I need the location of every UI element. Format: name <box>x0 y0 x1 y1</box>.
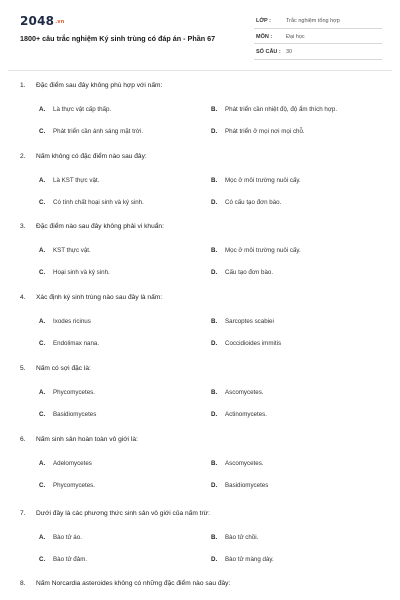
option-letter: B. <box>211 106 218 113</box>
question-text <box>20 153 147 160</box>
option-letter: C. <box>39 199 46 206</box>
option-letter: C. <box>39 556 46 563</box>
option-text: Ascomycetes. <box>225 389 264 396</box>
question-number: 4. <box>20 294 26 301</box>
option-letter: B. <box>211 318 218 325</box>
option-letter: D. <box>211 482 218 489</box>
option-text: KST thực vật. <box>53 247 91 254</box>
option-letter: A. <box>39 247 46 254</box>
option-text: Coccidioides immitis <box>225 340 282 347</box>
option-text: Phycomycetes. <box>53 389 95 396</box>
question-stem: Đặc điểm nào sau đây không phải vi khuẩn: <box>36 223 164 230</box>
question-text <box>20 510 210 517</box>
question-2 <box>0 153 400 223</box>
option-text: Phycomycetes. <box>53 482 95 489</box>
option-text: Phát triển cần nhiệt độ, độ ẩm thích hợp. <box>225 106 338 113</box>
option-letter: B. <box>211 247 218 254</box>
option-letter: B. <box>211 534 218 541</box>
question-stem: Nấm Norcardia asteroides không có những đặc điểm nào sau đây: <box>36 580 231 587</box>
site-logo[interactable] <box>20 14 65 28</box>
option-text: Bào tử chồi. <box>225 534 259 541</box>
option-d[interactable] <box>211 411 267 418</box>
question-number: 8. <box>20 580 26 587</box>
meta-row-subject <box>254 29 382 45</box>
option-b[interactable] <box>211 389 264 396</box>
option-letter: D. <box>211 340 218 347</box>
option-text: Adelomycetes <box>53 460 92 467</box>
option-text: Actinomycetes. <box>225 411 267 418</box>
option-letter: D. <box>211 269 218 276</box>
question-number: 2. <box>20 153 26 160</box>
option-b[interactable] <box>211 106 337 113</box>
option-text: Bào tử đảm. <box>53 556 88 563</box>
option-letter: A. <box>39 389 46 396</box>
document-header <box>0 0 400 64</box>
option-letter: C. <box>39 482 46 489</box>
option-d[interactable] <box>211 556 274 563</box>
question-text <box>20 365 91 372</box>
logo-main: 2048 <box>20 14 55 28</box>
header-divider <box>8 70 392 71</box>
question-text <box>20 223 164 230</box>
question-number: 1. <box>20 82 26 89</box>
option-letter: C. <box>39 269 46 276</box>
option-text: Ascomycetes. <box>225 460 264 467</box>
meta-row-question-count <box>254 44 382 60</box>
option-text: Có cấu tạo đơn bào. <box>225 199 282 206</box>
question-stem: Nấm không có đặc điểm nào sau đây: <box>36 153 147 160</box>
option-a[interactable] <box>39 177 99 184</box>
option-b[interactable] <box>211 177 301 184</box>
logo-suffix: .vn <box>55 18 65 25</box>
option-text: Basidiomycetes <box>225 482 269 489</box>
question-stem: Dưới đây là các phương thức sinh sản vô giới của nấm trừ: <box>36 510 210 517</box>
question-3 <box>0 223 400 293</box>
option-a[interactable] <box>39 106 111 113</box>
question-8 <box>0 580 400 594</box>
option-letter: A. <box>39 106 46 113</box>
option-letter: B. <box>211 177 218 184</box>
meta-info-panel <box>254 13 382 60</box>
question-stem: Xác định ký sinh trùng nào sau đây là nấm: <box>36 294 163 301</box>
option-letter: C. <box>39 411 46 418</box>
question-stem: Đặc điểm sau đây không phù hợp với nấm: <box>36 82 163 89</box>
option-text: Sarcoptes scabiei <box>225 318 274 325</box>
option-text: Là thực vật cấp thấp. <box>53 106 112 113</box>
option-b[interactable] <box>211 534 258 541</box>
option-d[interactable] <box>211 340 281 347</box>
meta-value: Trắc nghiệm tổng hợp <box>286 18 340 24</box>
option-d[interactable] <box>211 482 268 489</box>
question-4 <box>0 294 400 364</box>
option-d[interactable] <box>211 199 281 206</box>
option-letter: C. <box>39 128 46 135</box>
option-b[interactable] <box>211 460 264 467</box>
option-c[interactable] <box>39 556 87 563</box>
question-stem: Nấm sinh sản hoàn toàn vô giới là: <box>36 436 138 443</box>
option-text: Cấu tạo đơn bào. <box>225 269 274 276</box>
option-letter: C. <box>39 340 46 347</box>
question-number: 7. <box>20 510 26 517</box>
option-letter: D. <box>211 199 218 206</box>
option-d[interactable] <box>211 128 305 135</box>
option-text: Phát triển ở mọi nơi mọi chỗ. <box>225 128 305 135</box>
option-text: Basidiomycetes <box>53 411 97 418</box>
option-text: Bào tử màng dày. <box>225 556 274 563</box>
question-text <box>20 580 230 587</box>
option-a[interactable] <box>39 247 91 254</box>
option-letter: B. <box>211 460 218 467</box>
option-text: Mọc ở môi trường nuôi cấy. <box>225 177 301 184</box>
option-letter: B. <box>211 389 218 396</box>
meta-row-class <box>254 13 382 29</box>
option-letter: A. <box>39 177 46 184</box>
question-number: 3. <box>20 223 26 230</box>
option-letter: D. <box>211 128 218 135</box>
question-number: 5. <box>20 365 26 372</box>
question-text <box>20 82 162 89</box>
option-a[interactable] <box>39 534 82 541</box>
option-letter: A. <box>39 460 46 467</box>
question-text <box>20 294 162 301</box>
option-b[interactable] <box>211 247 301 254</box>
option-c[interactable] <box>39 340 99 347</box>
meta-label: LỚP : <box>256 18 271 24</box>
option-c[interactable] <box>39 411 96 418</box>
option-letter: A. <box>39 534 46 541</box>
option-text: Bào tử áo. <box>53 534 82 541</box>
option-text: Có tính chất hoại sinh và ký sinh. <box>53 199 144 206</box>
option-b[interactable] <box>211 318 274 325</box>
option-text: Mọc ở môi trường nuôi cấy. <box>225 247 301 254</box>
option-a[interactable] <box>39 318 91 325</box>
document-title: 1800+ câu trắc nghiệm Ký sinh trùng có đáp án - Phần 67 <box>20 34 216 43</box>
meta-value: 30 <box>286 49 293 55</box>
question-text <box>20 436 138 443</box>
question-stem: Nấm có sợi đặc là: <box>36 365 91 372</box>
option-a[interactable] <box>39 460 92 467</box>
option-c[interactable] <box>39 199 144 206</box>
option-letter: A. <box>39 318 46 325</box>
meta-label: MÔN : <box>256 33 273 40</box>
option-d[interactable] <box>211 269 273 276</box>
option-text: Ixodes ricinus <box>53 318 91 325</box>
meta-value: Đại học <box>286 33 305 40</box>
meta-label: SỐ CÂU : <box>256 49 281 55</box>
question-5 <box>0 365 400 435</box>
option-text: Phát triển cần ánh sáng mặt trời. <box>53 128 144 135</box>
option-c[interactable] <box>39 128 143 135</box>
option-a[interactable] <box>39 389 95 396</box>
question-7 <box>0 510 400 580</box>
option-c[interactable] <box>39 482 95 489</box>
option-text: Endolimax nana. <box>53 340 100 347</box>
option-letter: D. <box>211 411 218 418</box>
option-c[interactable] <box>39 269 110 276</box>
question-6 <box>0 436 400 506</box>
option-letter: D. <box>211 556 218 563</box>
option-text: Là KST thực vật. <box>53 177 100 184</box>
option-text: Hoại sinh và ký sinh. <box>53 269 110 276</box>
question-number: 6. <box>20 436 26 443</box>
question-1 <box>0 82 400 152</box>
